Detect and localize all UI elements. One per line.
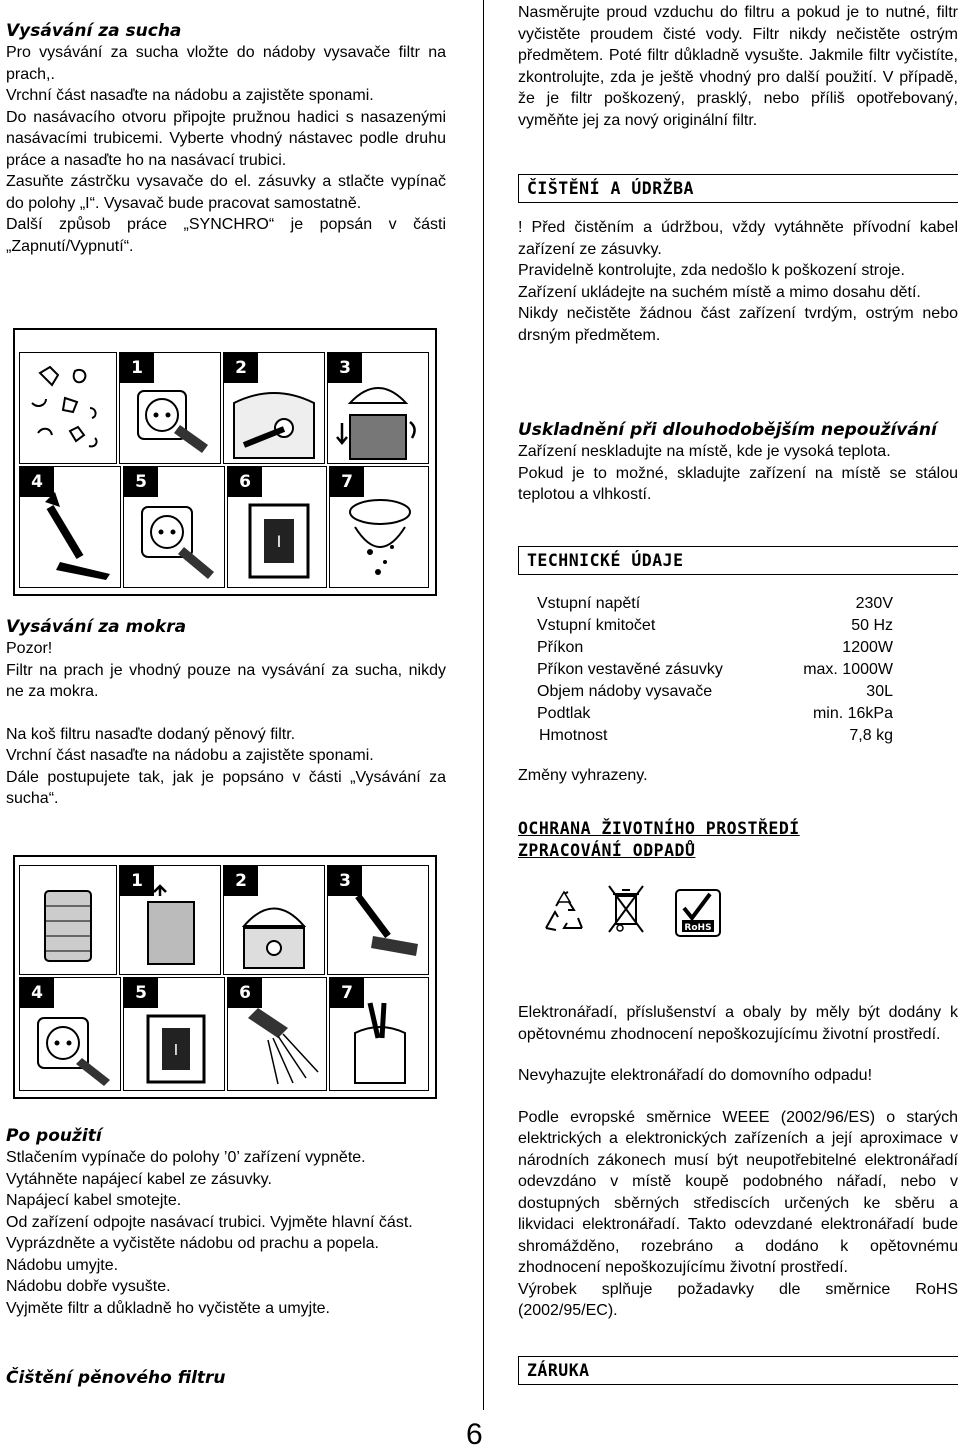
illustration-wet-steps [13,855,437,1099]
spec-row [537,659,893,681]
spec-row [537,637,893,659]
step-panel-1 [119,352,221,464]
dry-line-2: Vrchní část nasaďte na nádobu a zajistěte sponami. [6,87,374,104]
rohs-icon [670,882,726,942]
step-number: 1 [120,353,154,383]
step-panel-3 [327,352,429,464]
step-number: 5 [124,467,158,497]
environment-symbols [518,878,958,956]
storage-line-2: Pokud je to možné, skladujte zařízení na místě se stálou teplotou a vlhkostí. [518,464,958,503]
changes-reserved-note: Změny vyhrazeny. [518,767,648,784]
step-panel-5 [123,466,225,588]
after-line-2: Vytáhněte napájecí kabel ze zásuvky. [6,1170,272,1188]
section-dry-vacuuming [6,20,446,257]
after-line-6: Nádobu umyjte. [6,1256,119,1274]
step-panel-5 [123,977,225,1091]
rohs-label: RoHS [684,923,712,933]
heading-environment-line1: OCHRANA ŽIVOTNÍHO PROSTŘEDÍ [518,819,800,838]
spec-label: Hmotnost [539,727,608,744]
step-number: 2 [224,353,258,383]
env-paragraph-2: Nevyhazujte elektronářadí do domovního odpadu! [518,1067,873,1084]
recycle-icon [538,888,590,938]
step-panel-2 [223,865,325,975]
dry-line-1: Pro vysávání za sucha vložte do nádoby vysavače filtr na prach,. [6,44,446,83]
step-number: 7 [330,978,364,1008]
after-line-7: Nádobu dobře vysušte. [6,1278,171,1295]
spec-label: Příkon [537,639,584,656]
debris-icon [20,353,116,463]
spec-table [537,593,893,747]
spec-row [537,725,893,747]
step-panel-filter-basket [19,865,117,975]
section-foam-filter [6,1367,446,1389]
spec-label: Vstupní kmitočet [537,617,656,634]
spec-value: 7,8 kg [849,727,893,744]
step-number: 6 [228,467,262,497]
svg-text:I: I [276,532,282,551]
step-number: 6 [228,978,262,1008]
column-divider [483,0,484,1410]
env-paragraph-4: Výrobek splňuje požadavky dle směrnice RoHS (2002/95/EC). [518,1280,958,1319]
spec-row [537,593,893,615]
heading-foam-filter: Čištění pěnového filtru [6,1368,226,1388]
wet-line-5: Vrchní část nasaďte na nádobu a zajistěte sponami. [6,747,374,764]
spec-row [537,615,893,637]
step-panel-2 [223,352,325,464]
heading-warranty: ZÁRUKA [518,1356,958,1385]
step-panel-6 [227,466,327,588]
step-number: 2 [224,866,258,896]
page-number: 6 [466,1418,483,1451]
wet-line-6: Dále postupujete tak, jak je popsáno v části „Vysávání za sucha“. [6,768,446,807]
step-number: 5 [124,978,158,1008]
spec-value: 230V [855,595,893,612]
section-after-use [6,1125,446,1319]
spec-value: 1200W [842,639,893,656]
wet-line-4: Na koš filtru nasaďte dodaný pěnový filtr. [6,725,296,743]
wet-line-1: Pozor! [6,640,53,657]
spec-row [537,681,893,703]
spec-row [537,703,893,725]
after-line-4: Od zařízení odpojte nasávací trubici. Vyjměte hlavní část. [6,1213,413,1231]
section-technical-data [518,546,958,787]
dry-line-5: Další způsob práce „SYNCHRO“ je popsán v části „Zapnutí/Vypnutí“. [6,216,446,255]
after-line-5: Vyprázdněte a vyčistěte nádobu od prachu a popela. [6,1235,379,1252]
heading-technical: TECHNICKÉ ÚDAJE [518,546,958,575]
step-panel-debris [19,352,117,464]
step-panel-7 [329,466,429,588]
crossed-bin-icon [606,882,646,942]
wet-line-2: Filtr na prach je vhodný pouze na vysávání za sucha, nikdy ne za mokra. [6,661,446,700]
spec-label: Vstupní napětí [537,595,641,612]
svg-text:I: I [173,1041,179,1059]
heading-dry: Vysávání za sucha [6,21,182,41]
spec-value: 30L [866,683,893,700]
cleaning-line-2: Pravidelně kontrolujte, zda nedošlo k poškození stroje. [518,262,905,279]
cleaning-line-4: Nikdy nečistěte žádnou část zařízení tvrdým, ostrým nebo drsným předmětem. [518,305,958,344]
section-cleaning-maintenance [518,174,958,346]
step-number: 7 [330,467,364,497]
heading-storage: Uskladnění při dlouhodobějším nepoužívání [518,420,937,440]
after-line-1: Stlačením vypínače do polohy ’0’ zařízení vypněte. [6,1149,366,1166]
step-panel-7 [329,977,429,1091]
dry-line-3: Do nasávacího otvoru připojte pružnou hadici s nasazenými nasávacími trubicemi. Vyberte vhodný nástavec podle druhu práce a nasaďte ho na nasávací trubici. [6,108,446,169]
step-panel-4 [19,977,121,1091]
step-panel-4 [19,466,121,588]
spec-label: Objem nádoby vysavače [537,683,713,700]
heading-environment [518,818,958,862]
dry-line-4: Zasuňte zástrčku vysavače do el. zásuvky a stlačte vypínač do polohy „I“. Vysavač bude pracovat samostatně. [6,173,446,212]
filter-intro-text: Nasměrujte proud vzduchu do filtru a pokud je to nutné, filtr vyčistěte proudem čisté vody. Filtr nikdy nečistěte ostrým předmětem. Poté filtr důkladně vysušte. Jakmile filtr vyčistíte, zkontrolujte, zda je ještě vhodný pro další použití. V případě, že je filtr poškozený, prasklý, nebo příliš opotřebovaný, vyměňte jej za nový originální filtr. [518,4,958,129]
heading-after-use: Po použití [6,1126,102,1146]
section-wet-vacuuming [6,616,446,810]
spec-value: max. 1000W [803,661,893,678]
illustration-dry-steps [13,328,437,596]
spec-label: Podtlak [537,705,591,722]
heading-environment-line2: ZPRACOVÁNÍ ODPADŮ [518,841,696,860]
step-panel-3 [327,865,429,975]
filter-basket-icon [20,866,116,974]
env-paragraph-1: Elektronářadí, příslušenství a obaly by měly být dodány k opětovnému zhodnocení nepoškozujícímu životní prostředí. [518,1004,958,1043]
spec-value: 50 Hz [851,617,893,634]
step-number: 4 [20,978,54,1008]
step-number: 4 [20,467,54,497]
spec-value: min. 16kPa [812,705,893,722]
step-number: 3 [328,353,362,383]
storage-line-1: Zařízení neskladujte na místě, kde je vysoká teplota. [518,443,891,460]
cleaning-line-3: Zařízení ukládejte na suchém místě a mimo dosahu dětí. [518,283,921,301]
heading-wet: Vysávání za mokra [6,617,187,637]
cleaning-line-1: ! Před čistěním a údržbou, vždy vytáhněte přívodní kabel zařízení ze zásuvky. [518,219,958,258]
wet-line-3 [6,703,446,724]
step-number: 1 [120,866,154,896]
step-panel-1 [119,865,221,975]
after-line-3: Napájecí kabel smotejte. [6,1192,182,1209]
section-filter-cleaning [518,2,958,131]
after-line-8: Vyjměte filtr a důkladně ho vyčistěte a umyjte. [6,1299,330,1317]
section-storage [518,419,958,506]
section-environment [518,818,958,1322]
section-warranty [518,1356,958,1385]
spec-label: Příkon vestavěné zásuvky [537,661,723,678]
heading-cleaning: ČIŠTĚNÍ A ÚDRŽBA [518,174,958,203]
step-panel-6 [227,977,327,1091]
step-number: 3 [328,866,362,896]
env-paragraph-3: Podle evropské směrnice WEEE (2002/96/ES) o starých elektrických a elektronických zařízeních a její aproximace v národních zákonech musí být neupotřebitelné elektronářadí odevzdáno v místě koupě podobného nářadí, nebo v dostupných sběrných střediscích určených ke sběru a likvidaci elektronářadí. Takto odevzdané elektronářadí bude shromážděno, rozebráno a dodáno k opětovnému zhodnocení nepoškozujícímu životní prostředí. [518,1108,958,1276]
